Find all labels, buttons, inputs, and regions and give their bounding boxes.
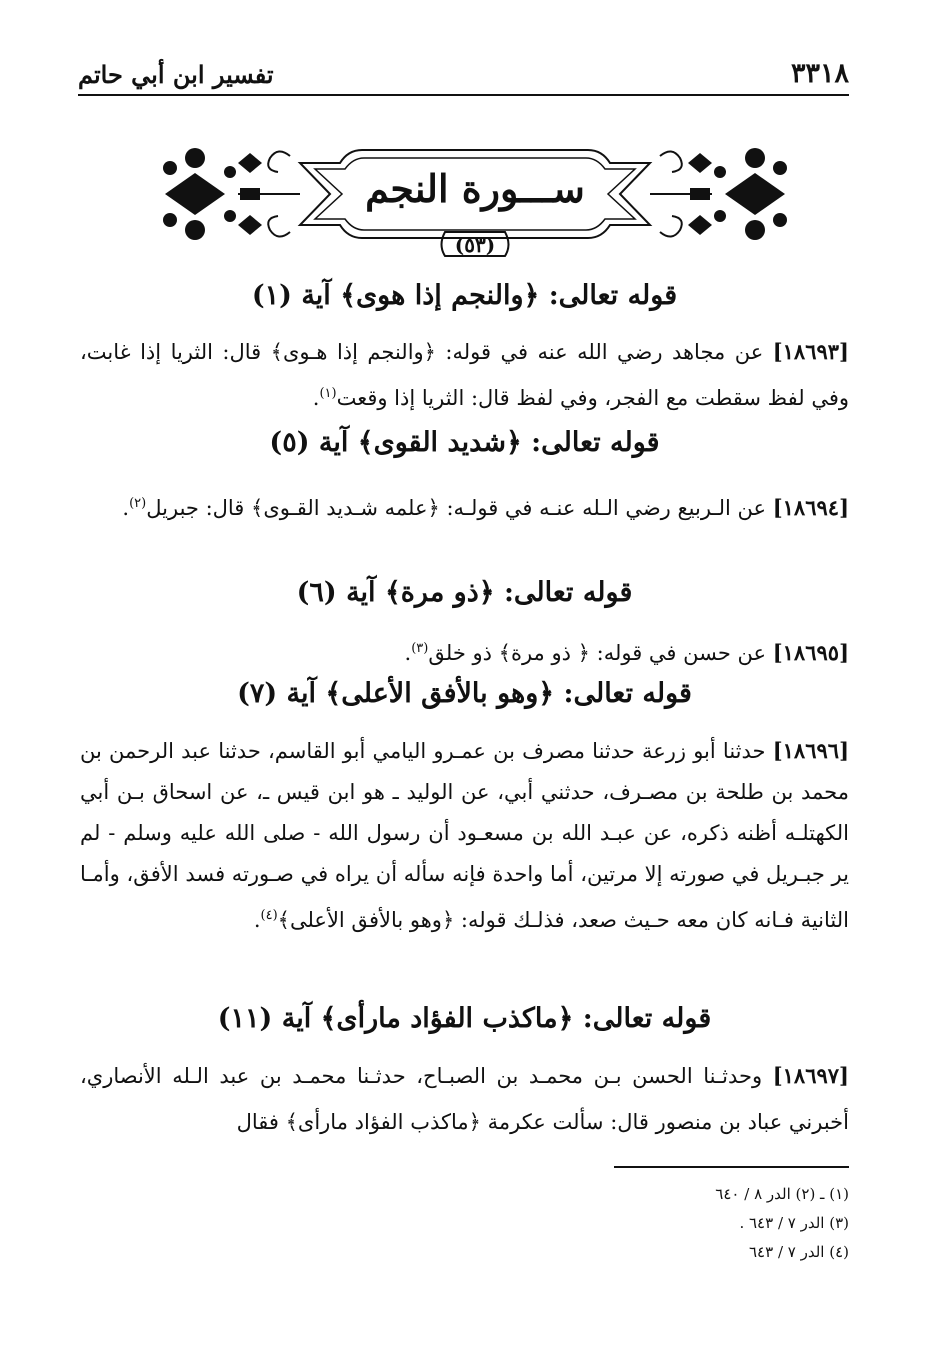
verse-heading: قوله تعالى: ﴿والنجم إذا هوى﴾ آية (١) <box>251 280 678 311</box>
verse-heading: قوله تعالى: ﴿وهو بالأفق الأعلى﴾ آية (٧) <box>237 678 692 709</box>
hadith-number: [١٨٦٩٣] <box>772 339 849 364</box>
hadith-paragraph <box>80 331 849 419</box>
verse-heading: قوله تعالى: ﴿ذو مرة﴾ آية (٦) <box>296 577 633 608</box>
paragraph-end: . <box>253 908 261 932</box>
footnote-reference: (١) <box>319 386 337 401</box>
hadith-number: [١٨٦٩٧] <box>772 1063 849 1088</box>
paragraph-end: . <box>312 386 320 410</box>
footnote: (١) ـ (٢) الدر ٨ / ٦٤٠ <box>715 1185 849 1203</box>
verse-heading: قوله تعالى: ﴿شديد القوى﴾ آية (٥) <box>269 427 660 458</box>
running-header <box>78 52 849 96</box>
footnote-divider <box>614 1166 849 1168</box>
book-title: تفسير ابن أبي حاتم <box>78 60 274 89</box>
hadith-text: عن مجاهد رضي الله عنه في قوله: ﴿والنجم إذا هـوى﴾ قال: الثريا إذا غابت، وفي لفظ سقطت مع الفجر، وفي لفظ قال: الثريا إذا وقعت <box>80 340 849 410</box>
footnote-reference: (٤) <box>260 908 278 923</box>
footnote: (٣) الدر ٧ / ٦٤٣ . <box>739 1214 849 1232</box>
footnote: (٤) الدر ٧ / ٦٤٣ <box>749 1243 849 1261</box>
hadith-paragraph <box>80 1055 849 1143</box>
footnotes <box>715 1180 849 1267</box>
hadith-paragraph <box>80 483 849 529</box>
surah-title: ســـورة النجم <box>365 166 585 211</box>
hadith-number: [١٨٦٩٦] <box>772 738 849 763</box>
page-number: ٣٣١٨ <box>790 58 849 89</box>
surah-banner <box>150 128 800 260</box>
hadith-text: عن الـربيع رضي الـله عنـه في قولـه: ﴿علمه شـديد القـوى﴾ قال: جبريل <box>146 496 767 520</box>
paragraph-end: . <box>122 496 130 520</box>
hadith-text: عن حسن في قوله: ﴿ ذو مرة﴾ ذو خلق <box>428 641 767 665</box>
surah-number: (٥٣) <box>454 233 496 257</box>
verse-heading: قوله تعالى: ﴿ماكذب الفؤاد مارأى﴾ آية (١١) <box>217 1003 712 1034</box>
hadith-text: وحدثـنا الحسن بـن محمـد بن الصبـاح، حدثـنا محمـد بن عبد الـله الأنصاري، أخبرني عباد بن منصور قال: سألت عكرمة ﴿ماكذب الفؤاد مارأى﴾ فقال <box>80 1064 849 1134</box>
footnote-reference: (٣) <box>411 641 429 656</box>
hadith-text: حدثنا أبو زرعة حدثنا مصرف بن عمـرو اليامي أبو القاسم، حدثنا عبد الرحمن بن محمد بن طلحة بن مصـرف، حدثني أبي، عن الوليد ـ هو ابن قيس ـ، عن اسحاق بـن أبي الكهتلـه أظنه ذكره، عن عبـد الله بن مسعـود أن رسول الله - صلى الله عليه وسلم - لم ير جبـريل في صورته إلا مرتين، أما واحدة فإنه سأله أن يراه في صـورته فسد الأفق، وأمـا الثانية فـانه كان معه حـيث صعد، فذلـك قوله: ﴿وهو بالأفق الأعلى﴾ <box>80 739 849 932</box>
hadith-number: [١٨٦٩٥] <box>772 640 849 665</box>
hadith-paragraph <box>80 628 849 674</box>
hadith-number: [١٨٦٩٤] <box>772 495 849 520</box>
hadith-paragraph <box>80 730 849 941</box>
footnote-reference: (٢) <box>129 496 147 511</box>
paragraph-end: . <box>404 641 412 665</box>
